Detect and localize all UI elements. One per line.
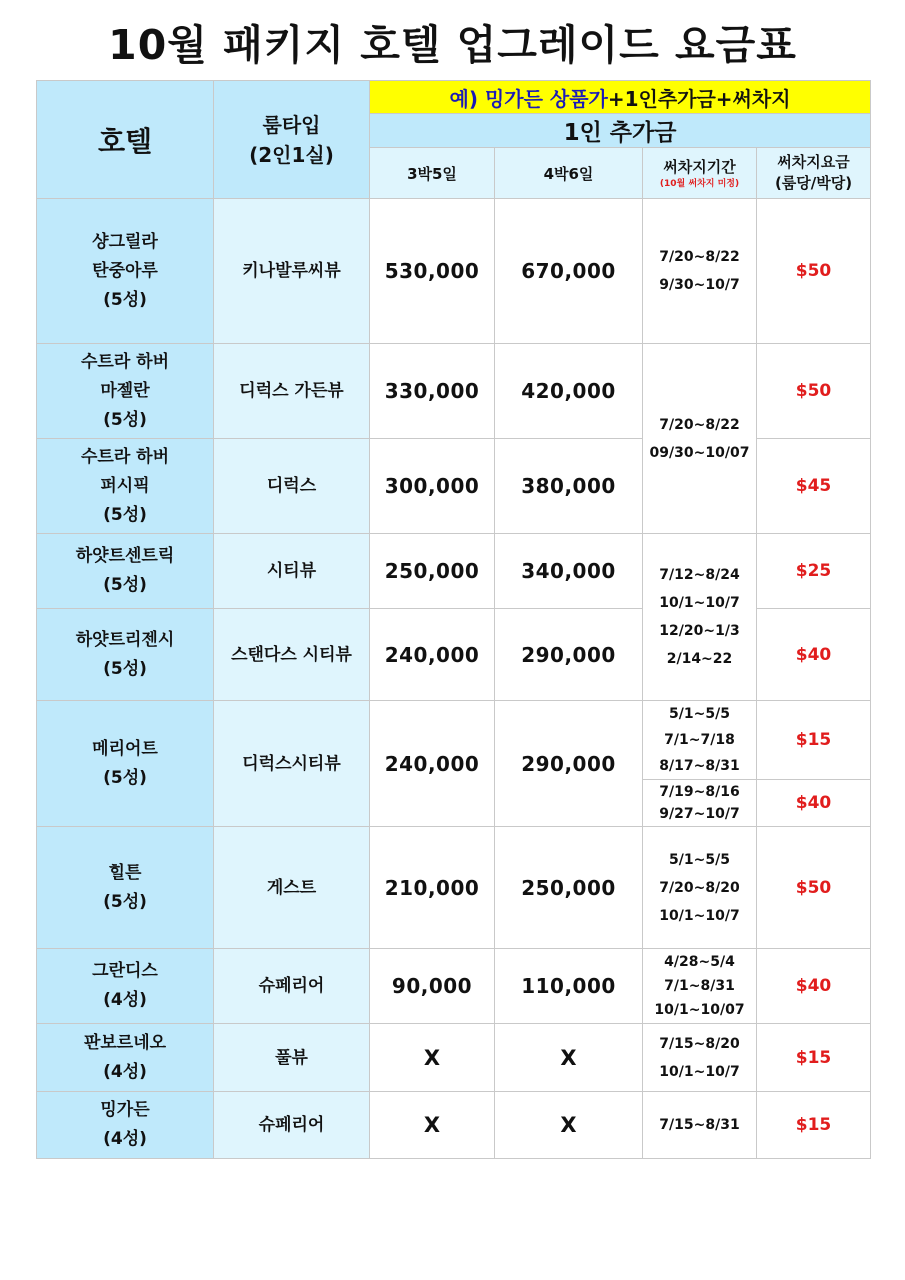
hotel-name-line: 힐튼 — [108, 862, 142, 883]
hotel-name-line: 퍼시픽 — [100, 475, 150, 496]
surcharge-fee: $50 — [757, 199, 871, 344]
header-hotel: 호텔 — [37, 81, 214, 199]
period-line: 7/19~8/16 — [659, 784, 740, 800]
room-type: 디럭스 가든뷰 — [214, 344, 370, 439]
period-line: 2/14~22 — [666, 651, 733, 667]
hotel-name — [37, 1092, 214, 1159]
hotel-name — [37, 609, 214, 701]
hotel-grade: (5성) — [103, 891, 147, 912]
period-line: 5/1~5/5 — [669, 851, 730, 868]
price-4n6d: 110,000 — [495, 949, 643, 1024]
hotel-name-line: 수트라 하버 — [80, 446, 170, 467]
header-addon: 1인 추가금 — [370, 114, 871, 148]
period-line: 7/1~8/31 — [664, 978, 735, 994]
price-4n6d: 380,000 — [495, 439, 643, 534]
period-line: 7/20~8/22 — [659, 249, 740, 265]
price-3n5d: 210,000 — [370, 827, 495, 949]
price-3n5d: 330,000 — [370, 344, 495, 439]
hotel-name-line: 그란디스 — [92, 961, 158, 981]
surcharge-period — [643, 827, 757, 949]
surcharge-fee: $15 — [757, 1024, 871, 1092]
price-3n5d: 240,000 — [370, 609, 495, 701]
hotel-name-line: 메리어트 — [92, 738, 158, 759]
table-row — [37, 1024, 871, 1092]
price-3n5d: 530,000 — [370, 199, 495, 344]
header-4n6d: 4박6일 — [495, 148, 643, 199]
table-row — [37, 949, 871, 1024]
table-row — [37, 534, 871, 609]
period-line: 10/1~10/7 — [659, 907, 740, 924]
surcharge-fee: $50 — [757, 344, 871, 439]
hotel-name — [37, 534, 214, 609]
hotel-grade: (4성) — [103, 990, 147, 1010]
price-4n6d: 250,000 — [495, 827, 643, 949]
price-4n6d: X — [495, 1024, 643, 1092]
header-3n5d: 3박5일 — [370, 148, 495, 199]
room-type: 디럭스시티뷰 — [214, 701, 370, 827]
header-room-type — [214, 81, 370, 199]
hotel-grade: (5성) — [103, 767, 147, 788]
hotel-grade: (4성) — [103, 1129, 147, 1149]
header-example-formula — [370, 81, 871, 114]
price-3n5d: 250,000 — [370, 534, 495, 609]
period-line: 7/15~8/31 — [659, 1117, 740, 1133]
header-surcharge-period — [643, 148, 757, 199]
period-line: 10/1~10/7 — [659, 595, 740, 611]
price-3n5d: 240,000 — [370, 701, 495, 827]
price-4n6d: X — [495, 1092, 643, 1159]
table-row — [37, 1092, 871, 1159]
price-3n5d: X — [370, 1092, 495, 1159]
hotel-name — [37, 1024, 214, 1092]
period-line: 7/20~8/20 — [659, 879, 740, 896]
period-line: 4/28~5/4 — [664, 954, 735, 970]
price-4n6d: 340,000 — [495, 534, 643, 609]
room-type: 슈페리어 — [214, 1092, 370, 1159]
hotel-name — [37, 344, 214, 439]
price-3n5d: 90,000 — [370, 949, 495, 1024]
room-type: 스탠다스 시티뷰 — [214, 609, 370, 701]
period-line: 12/20~1/3 — [659, 623, 740, 639]
price-4n6d: 290,000 — [495, 609, 643, 701]
price-4n6d: 670,000 — [495, 199, 643, 344]
period-line: 9/27~10/7 — [659, 806, 740, 822]
period-line: 5/1~5/5 — [669, 706, 730, 722]
surcharge-period — [643, 780, 757, 827]
period-line: 10/1~10/7 — [659, 1063, 740, 1080]
period-line: 09/30~10/07 — [649, 444, 750, 461]
surcharge-period — [643, 949, 757, 1024]
hotel-grade: (5성) — [103, 409, 147, 430]
period-line: 7/1~7/18 — [664, 732, 735, 748]
price-3n5d: X — [370, 1024, 495, 1092]
period-line: 9/30~10/7 — [659, 277, 740, 293]
surcharge-period — [643, 534, 757, 701]
surcharge-fee: $40 — [757, 609, 871, 701]
surcharge-period — [643, 701, 757, 780]
upgrade-rate-table — [36, 80, 871, 1159]
room-type: 게스트 — [214, 827, 370, 949]
period-line: 7/12~8/24 — [659, 567, 740, 583]
hotel-name — [37, 949, 214, 1024]
period-line: 7/20~8/22 — [659, 416, 740, 433]
page-title: 10월 패키지 호텔 업그레이드 요금표 — [108, 21, 797, 69]
surcharge-period-note: (10월 써차지 미정) — [659, 178, 740, 189]
hotel-name-line: 판보르네오 — [83, 1032, 167, 1053]
hotel-grade: (5성) — [103, 575, 147, 595]
surcharge-fee: $45 — [757, 439, 871, 534]
header-room-type-occupancy: (2인1실) — [249, 142, 334, 167]
period-line: 10/1~10/07 — [654, 1002, 745, 1018]
hotel-grade: (5성) — [103, 658, 147, 679]
hotel-name-line: 하얏트센트릭 — [75, 546, 175, 566]
surcharge-fee-unit: (룸당/박당) — [774, 174, 853, 192]
price-3n5d: 300,000 — [370, 439, 495, 534]
room-type: 슈페리어 — [214, 949, 370, 1024]
hotel-name — [37, 439, 214, 534]
surcharge-fee: $40 — [757, 780, 871, 827]
surcharge-period — [643, 344, 757, 534]
surcharge-fee: $50 — [757, 827, 871, 949]
header-surcharge-fee — [757, 148, 871, 199]
hotel-name — [37, 827, 214, 949]
hotel-name-line: 샹그릴라 — [92, 231, 158, 252]
surcharge-period — [643, 1024, 757, 1092]
room-type: 디럭스 — [214, 439, 370, 534]
hotel-name-line: 수트라 하버 — [80, 351, 170, 372]
surcharge-period — [643, 199, 757, 344]
table-row — [37, 199, 871, 344]
hotel-grade: (5성) — [103, 504, 147, 525]
surcharge-period-label: 써차지기간 — [663, 157, 736, 176]
table-row — [37, 344, 871, 439]
surcharge-fee: $25 — [757, 534, 871, 609]
period-line: 7/15~8/20 — [659, 1035, 740, 1052]
surcharge-fee: $15 — [757, 701, 871, 780]
price-4n6d: 420,000 — [495, 344, 643, 439]
room-type: 시티뷰 — [214, 534, 370, 609]
table-row — [37, 827, 871, 949]
hotel-name — [37, 199, 214, 344]
surcharge-period — [643, 1092, 757, 1159]
header-room-type-label: 룸타입 — [262, 112, 321, 137]
room-type: 키나발루씨뷰 — [214, 199, 370, 344]
hotel-name-line: 탄중아루 — [92, 260, 158, 281]
period-line: 8/17~8/31 — [659, 758, 740, 774]
hotel-grade: (4성) — [103, 1061, 147, 1082]
example-suffix: +1인추가금+써차지 — [607, 86, 791, 111]
surcharge-fee: $15 — [757, 1092, 871, 1159]
table-row — [37, 701, 871, 780]
hotel-name — [37, 701, 214, 827]
hotel-name-line: 마젤란 — [100, 380, 150, 401]
surcharge-fee: $40 — [757, 949, 871, 1024]
example-prefix: 예) 밍가든 상품가 — [449, 86, 608, 111]
hotel-name-line: 하얏트리젠시 — [75, 629, 175, 650]
hotel-grade: (5성) — [103, 289, 147, 310]
hotel-name-line: 밍가든 — [100, 1100, 150, 1120]
price-4n6d: 290,000 — [495, 701, 643, 827]
surcharge-fee-label: 써차지요금 — [777, 153, 850, 171]
room-type: 풀뷰 — [214, 1024, 370, 1092]
